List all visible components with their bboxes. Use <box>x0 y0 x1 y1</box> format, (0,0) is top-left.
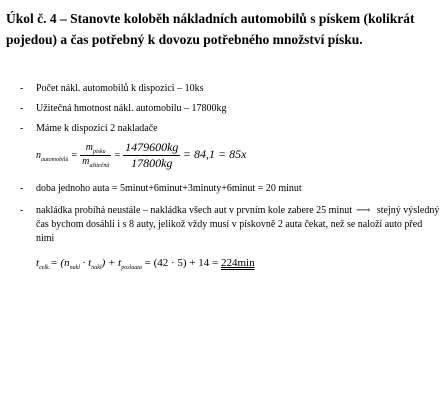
fraction-mass: $\frac{m_{písku}}{m_{užitečná}}$ <box>82 142 110 169</box>
list-item-text: Počet nákl. automobilů k dispozici – 10ks <box>36 83 204 94</box>
formula-result: 224min <box>221 257 255 269</box>
list-item-text: Užitečná hmotnost nákl. automobilu – 17800kg <box>36 103 227 114</box>
list-dash: - <box>20 183 24 194</box>
task-title: Úkol č. 4 – Stanovte koloběh nákladních automobilů s pískem (kolikrát pojedou) a čas potřebný k dovozu potřebného množství písku. <box>6 11 415 47</box>
list-dash: - <box>20 83 24 94</box>
list-dash: - <box>20 103 24 114</box>
list-item-text: doba jednoho auta = 5minut+6minut+3minuty+6minut = 20 minut <box>36 183 302 194</box>
formula-trucks-count: $n_{automobilů}$ = $\frac{m_{písku}}{m_{užitečná}}$ = $\frac{1479600kg}{17800kg}$ = 84,1 = 85x <box>36 140 247 170</box>
list-dash: - <box>20 123 24 134</box>
arrow-icon: ⟶ <box>356 205 371 216</box>
list-item-text: Máme k dispozici 2 nakladače <box>36 123 158 134</box>
formula-result: = 84,1 = 85x <box>182 146 247 161</box>
fraction-values: $\frac{1479600kg}{17800kg}$ <box>125 140 179 170</box>
list-item-text: nakládka probíhá neustále – nakládka všech aut v prvním kole zabere 25 minut ⟶ stejný výsledný čas bychom dosáhli i s 8 auty, jelikož vždy musí v pískovně 2 auta čekat, než se naloží auto před nimi <box>36 205 440 244</box>
list-dash: - <box>20 205 24 216</box>
formula-total-time: $t_{celk.}= (n_{nakl} \cdot t_{nakl}) + t_{poslauta} = (42 \cdot 5) + 14 = 224\min$ <box>36 257 255 272</box>
formula-lhs: $n_{automobilů}$ <box>36 149 69 163</box>
